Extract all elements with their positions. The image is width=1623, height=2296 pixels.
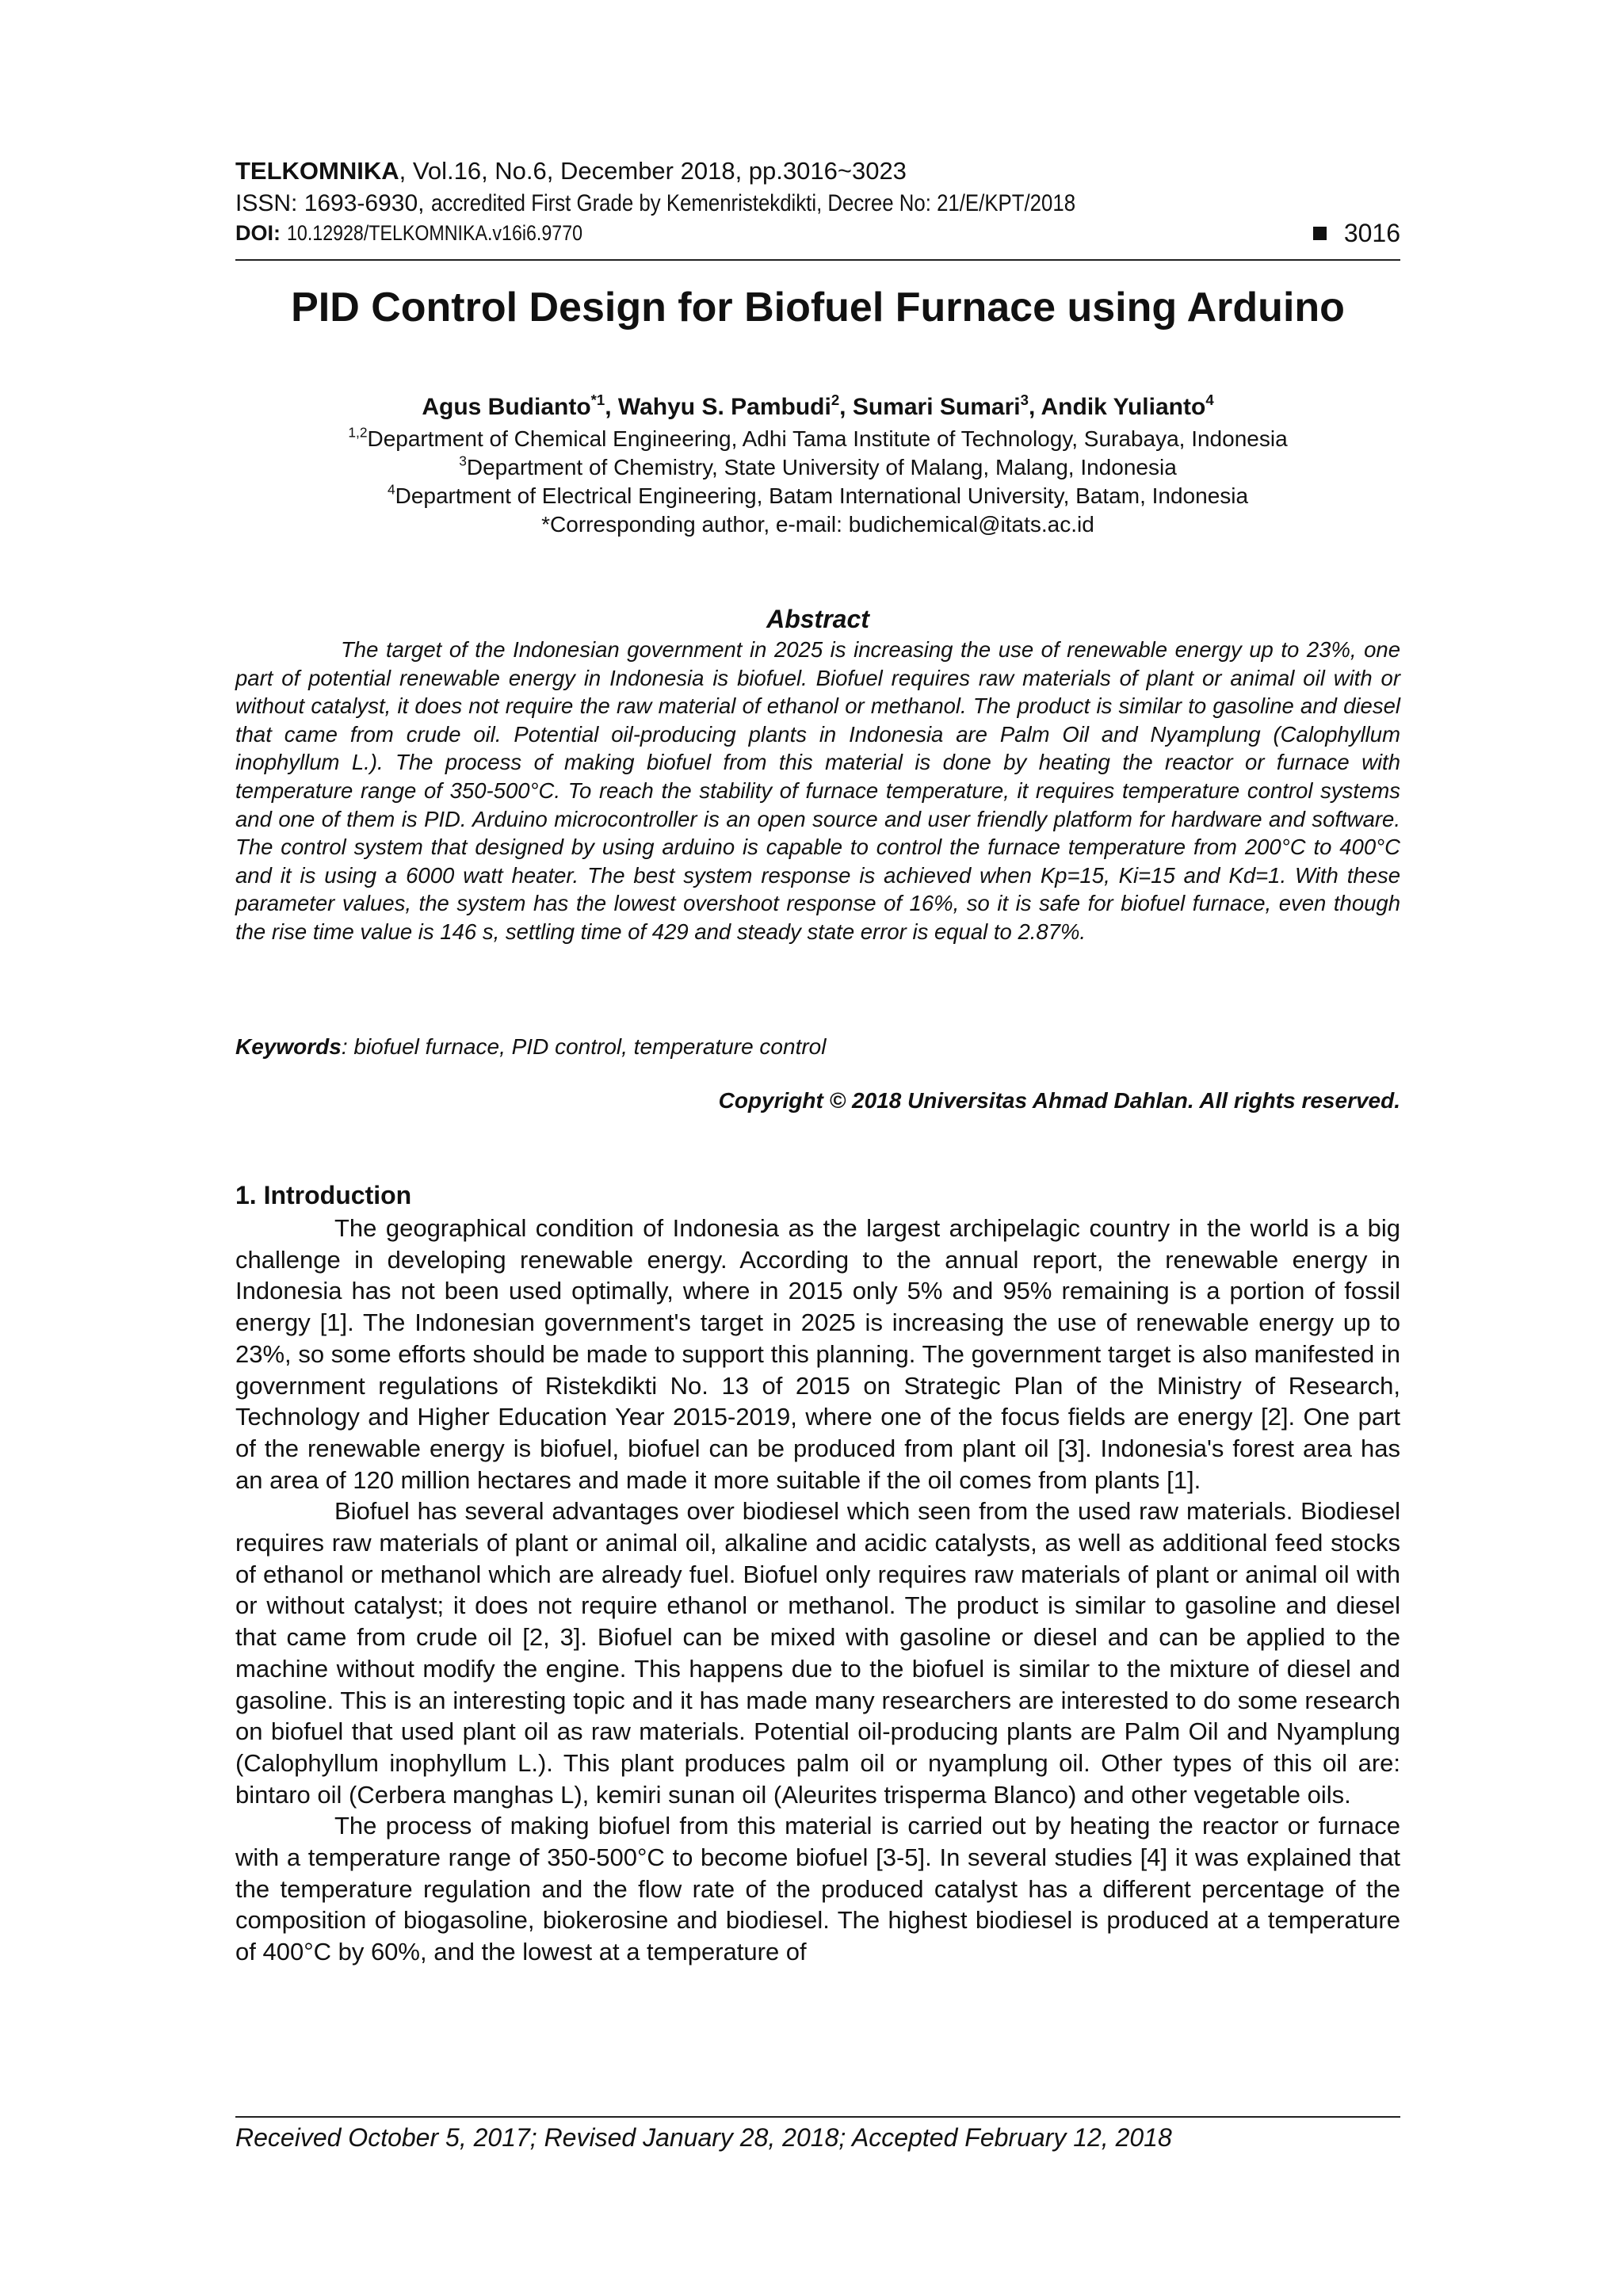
- affiliation: $^{1,2}$Department of Chemical Engineering, Adhi Tama Institute of Technology, Surabaya, Indonesia: [348, 424, 1288, 451]
- paragraph: The process of making biofuel from this material is carried out by heating the reactor or furnace with a temperature range of 350-500°C to become biofuel [3-5]. In several studies [4] it was explained that the temperature regulation and the flow rate of the produced catalyst has a different percentage of the composition of biogasoline, biokerosine and biodiesel. The highest biodiesel is produced at a temperature of 400°C by 60%, and the lowest at a temperature of: [235, 1812, 1400, 1966]
- affiliation: $^3$Department of Chemistry, State University of Malang, Malang, Indonesia: [459, 453, 1177, 479]
- abstract-heading: Abstract: [766, 605, 869, 633]
- doi-label: DOI:: [235, 221, 281, 245]
- affiliation: $^4$Department of Electrical Engineering, Batam International University, Batam, Indonesia: [387, 481, 1249, 508]
- keywords-text: : biofuel furnace, PID control, temperature control: [341, 1034, 827, 1059]
- received-dates: Received October 5, 2017; Revised January 28, 2018; Accepted February 12, 2018: [235, 2123, 1172, 2152]
- doi-line: [235, 221, 1400, 246]
- copyright: Copyright © 2018 Universitas Ahmad Dahlan. All rights reserved.: [718, 1088, 1400, 1113]
- journal-line: [235, 157, 1400, 185]
- page-number-value: 3016: [1343, 219, 1400, 247]
- issn-line: [235, 190, 1400, 217]
- paragraph: Biofuel has several advantages over biodiesel which seen from the used raw materials. Biodiesel requires raw materials of plant or animal oil, alkaline and acidic catalysts, as well as additional feed stocks of ethanol or methanol which are already fuel. Biofuel only requires raw materials of plant or animal oil with or without catalyst; it does not require ethanol or methanol. The product is similar to gasoline and diesel that came from crude oil [2, 3]. Biofuel can be mixed with gasoline or diesel and can be applied to the machine without modify the engine. This happens due to the biofuel is similar to the mixture of diesel and gasoline. This is an interesting topic and it has made many researchers are interested to do some research on biofuel that used plant oil as raw materials. Potential oil-producing plants are Palm Oil and Nyamplung (Calophyllum inophyllum L.). This plant produces palm oil or nyamplung oil. Other types of this oil are: bintaro oil (Cerbera manghas L), kemiri sunan oil (Aleurites trisperma Blanco) and other vegetable oils.: [235, 1497, 1400, 1809]
- paragraph: The geographical condition of Indonesia as the largest archipelagic country in the world is a big challenge in developing renewable energy. According to the annual report, the renewable energy in Indonesia has not been used optimally, where in 2015 only 5% and 95% remaining is a portion of fossil energy [1]. The Indonesian government's target in 2025 is increasing the use of renewable energy up to 23%, so some efforts should be made to support this planning. The government target is also manifested in government regulations of Ristekdikti No. 13 of 2015 on Strategic Plan of the Ministry of Research, Technology and Higher Education Year 2015-2019, where one of the focus fields are energy [2]. One part of the renewable energy is biofuel, biofuel can be produced from plant oil [3]. Indonesia's forest area has an area of 120 million hectares and made it more suitable if the oil comes from plants [1].: [235, 1214, 1400, 1494]
- accreditation: accredited First Grade by Kemenristekdikti, Decree No: 21/E/KPT/2018: [430, 190, 1075, 216]
- author: Sumari Sumari$^3$,: [852, 391, 1041, 420]
- keywords: [235, 1034, 826, 1060]
- author: Wahyu S. Pambudi$^2$,: [617, 391, 853, 420]
- header-rule: [235, 259, 1400, 261]
- introduction-body: [235, 1213, 1400, 1968]
- page-number: [1313, 219, 1400, 248]
- footer-rule: [235, 2116, 1400, 2118]
- issn: ISSN: 1693-6930,: [235, 190, 425, 216]
- abstract-text: The target of the Indonesian government in 2025 is increasing the use of renewable energy up to 23%, one part of potential renewable energy in Indonesia is biofuel. Biofuel requires raw materials of plant or animal oil with or without catalyst, it does not require the raw material of ethanol or methanol. The product is similar to gasoline and diesel that came from crude oil. Potential oil-producing plants in Indonesia are Palm Oil and Nyamplung (Calophyllum inophyllum L.). The process of making biofuel from this material is done by heating the reactor or furnace with temperature range of 350-500°C. To reach the stability of furnace temperature, it requires temperature control systems and one of them is PID. Arduino microcontroller is an open source and user friendly platform for hardware and software. The control system that designed by using arduino is capable to control the furnace temperature from 200°C to 400°C and it is using a 6000 watt heater. The best system response is achieved when Kp=15, Ki=15 and Kd=1. With these parameter values, the system has the lowest overshoot response of 16%, so it is safe for biofuel furnace, even though the rise time value is 146 s, settling time of 429 and steady state error is equal to 2.87%.: [235, 637, 1400, 944]
- author-list: [235, 391, 1400, 421]
- doi: 10.12928/TELKOMNIKA.v16i6.9770: [286, 221, 582, 245]
- paper-title: PID Control Design for Biofuel Furnace using Arduino: [291, 285, 1345, 330]
- journal-name: TELKOMNIKA: [235, 157, 399, 185]
- keywords-label: Keywords: [235, 1034, 342, 1059]
- corresponding-author: *Corresponding author, e-mail: budichemical@itats.ac.id: [541, 512, 1094, 537]
- square-bullet-icon: [1313, 227, 1327, 240]
- journal-volume: , Vol.16, No.6, December 2018, pp.3016~3023: [399, 157, 907, 185]
- author: Andik Yulianto$^4$: [1041, 391, 1214, 420]
- author: Agus Budianto$^{*1}$,: [422, 391, 618, 420]
- section-heading: 1. Introduction: [235, 1181, 412, 1209]
